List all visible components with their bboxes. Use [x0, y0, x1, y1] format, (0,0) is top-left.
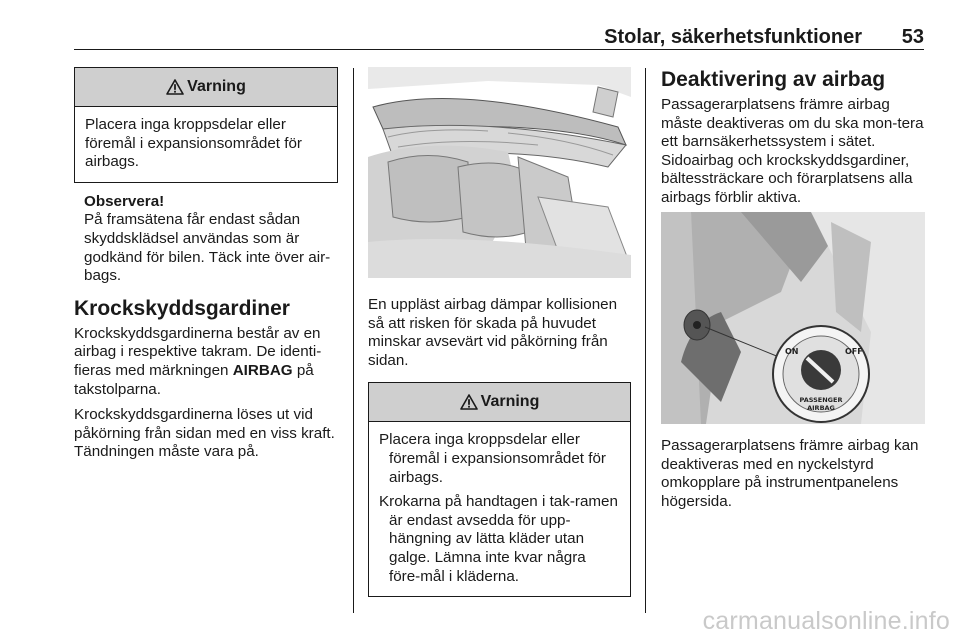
note-title: Observera! [84, 192, 165, 210]
paragraph-curtain-1 [74, 325, 338, 399]
warning-text-2b: Krokarna på handtagen i tak-ramen är endast avsedda för upp-hängning av lätta kläder utan galge. Lämna inte kvar några före-mål i kläderna. [379, 493, 618, 585]
warning-title-2: Varning [480, 393, 540, 411]
column-divider-2 [645, 68, 646, 613]
warning-body-2 [369, 422, 630, 596]
column-divider-1 [353, 68, 354, 613]
switch-airbag-label: AIRBAG [807, 404, 835, 412]
airbag-label: AIRBAG [232, 361, 293, 379]
note [74, 193, 338, 286]
paragraph-text: Krockskyddsgardinerna består av en airbag i respektive takram. De identi-fieras med märkningen [74, 324, 322, 379]
warning-triangle-icon [460, 394, 478, 410]
figure-caption-switch: Passagerarplatsens främre airbag kan deaktiveras med en nyckelstyrd omkopplare på instrumentpanelens högersida. [661, 437, 919, 510]
warning-header-2 [369, 383, 630, 422]
section-heading-deactivation: Deaktivering av airbag [661, 68, 886, 91]
section-heading-curtain: Krockskyddsgardiner [74, 296, 290, 320]
figure-caption-curtain: En uppläst airbag dämpar kollisionen så att risken för skada på huvudet minskar avsevärt vid påkörning från sidan. [368, 296, 618, 369]
switch-on-label: ON [785, 347, 799, 356]
warning-box [74, 67, 338, 183]
column-1 [74, 67, 338, 462]
switch-passenger-label: PASSENGER [799, 396, 843, 404]
page-title: Stolar, säkerhetsfunktioner [604, 26, 862, 48]
warning-box-2 [368, 382, 631, 597]
column-3 [661, 67, 925, 208]
warning-text-2a: Placera inga kroppsdelar eller föremål i expansionsområdet för airbags. [379, 431, 606, 486]
warning-title: Varning [187, 77, 246, 95]
paragraph-curtain-2: Krockskyddsgardinerna löses ut vid påkörning från sidan med en viss kraft. Tändningen måste vara på. [74, 406, 335, 461]
warning-text: Placera inga kroppsdelar eller föremål i expansionsområdet för airbags. [85, 116, 302, 171]
airbag-switch-illustration [661, 212, 925, 424]
warning-header [75, 68, 337, 107]
page-number: 53 [901, 26, 924, 48]
warning-triangle-icon [166, 79, 184, 95]
warning-body [75, 107, 337, 182]
footer-watermark: carmanualsonline.info [702, 607, 950, 635]
page-header [74, 0, 924, 50]
curtain-airbag-illustration [368, 67, 631, 278]
column-3-caption [661, 437, 925, 511]
note-text: På framsätena får endast sådan skyddsklädsel användas som är godkänd för bilen. Täck inte över air-bags. [84, 211, 331, 285]
paragraph-deactivation: Passagerarplatsens främre airbag måste deaktiveras om du ska mon-tera ett barnsäkerhetssystem i sätet. Sidoairbag och krockskyddsgardiner, bältessträckare och förarplatsens alla airbags förblir aktiva. [661, 96, 924, 206]
header-rule [74, 49, 924, 50]
switch-off-label: OFF [845, 347, 863, 356]
column-2 [368, 296, 631, 597]
paragraph-text: på takstolparna. [74, 361, 314, 398]
